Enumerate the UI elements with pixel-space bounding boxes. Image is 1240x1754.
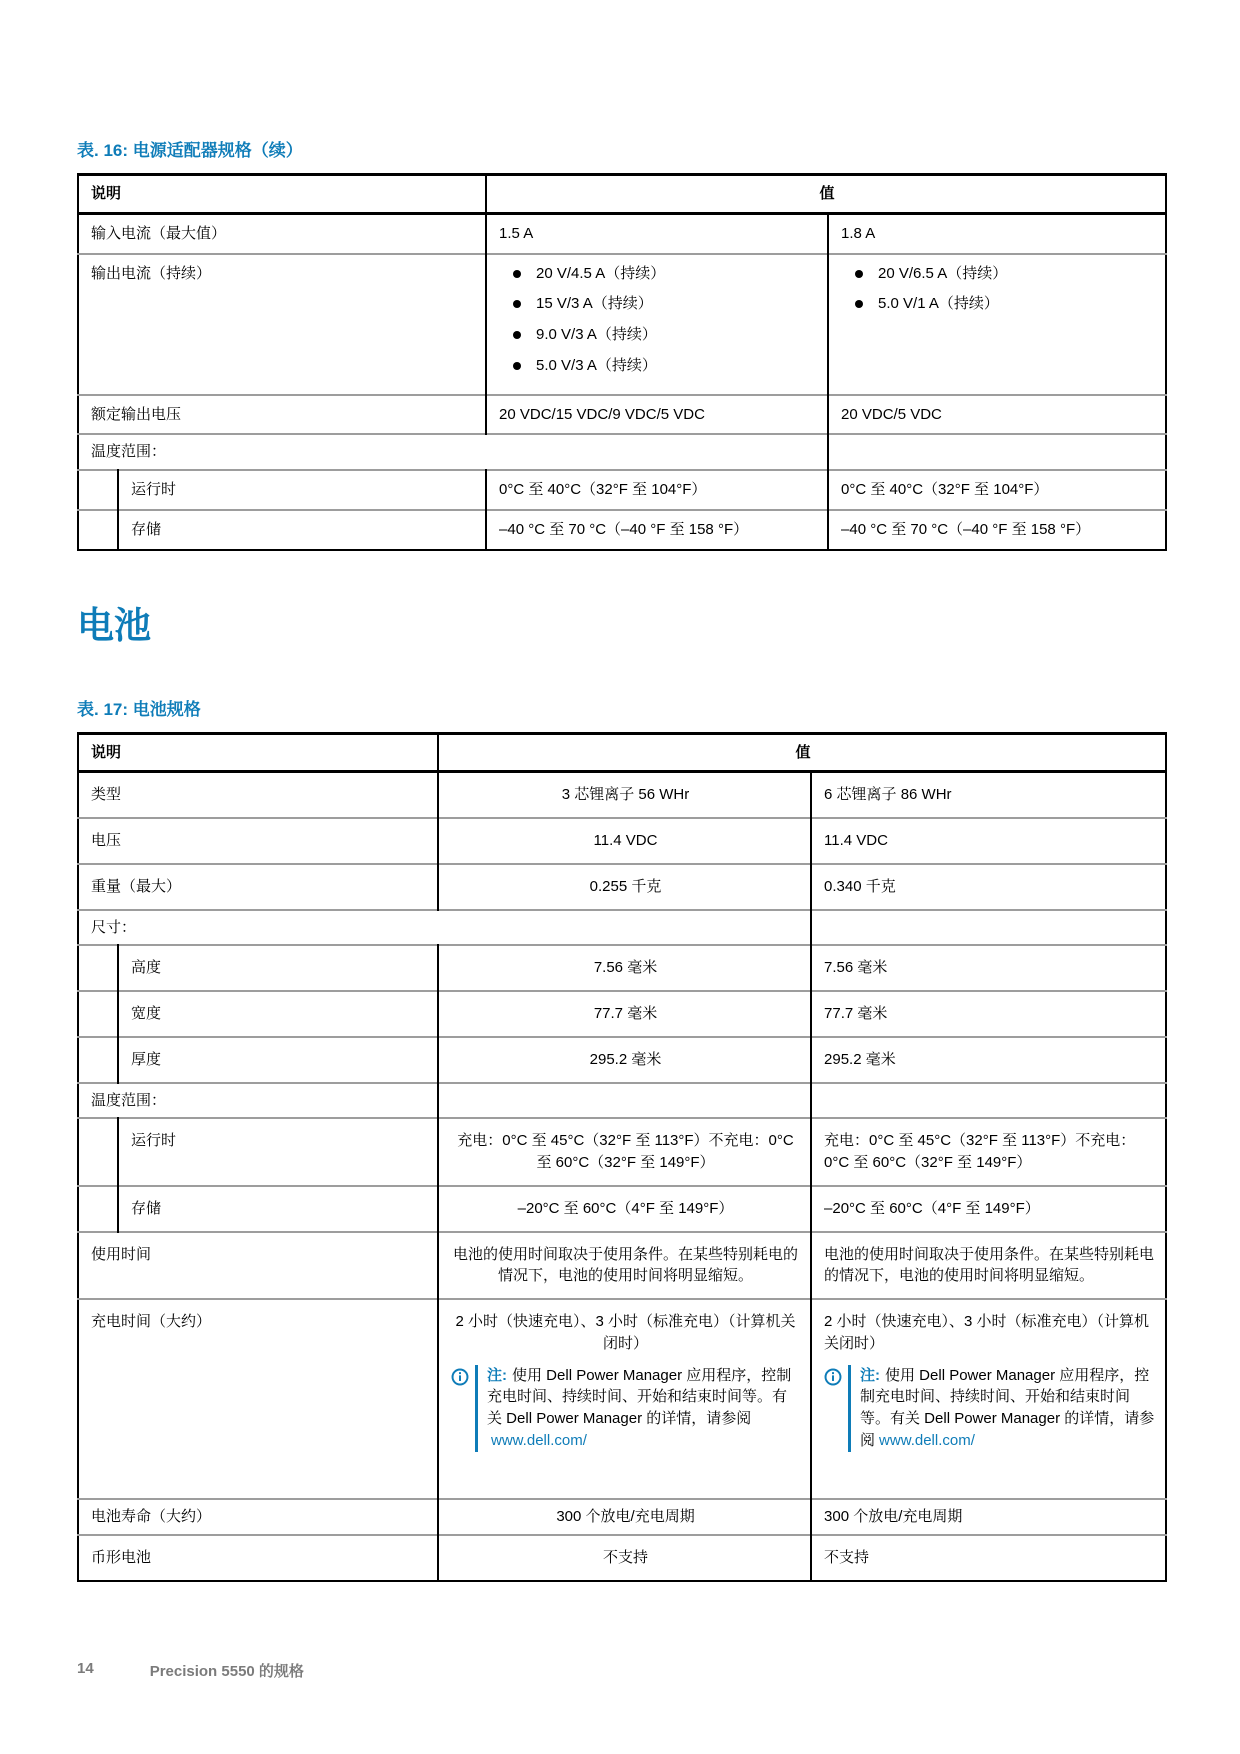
column-header-value: 值 (438, 733, 1166, 772)
value-cell: 0°C 至 40°C（32°F 至 104°F） (828, 470, 1166, 510)
table-row (78, 818, 1166, 864)
table-row (78, 434, 1166, 470)
value-cell: 充电：0°C 至 45°C（32°F 至 113°F）不充电：0°C 至 60°C（32°F 至 149°F） (438, 1118, 811, 1186)
bullet-text: 5.0 V/3 A（持续） (536, 356, 657, 374)
page-footer (77, 1660, 304, 1681)
bullet-text: 15 V/3 A（持续） (536, 295, 653, 313)
value-cell: 7.56 毫米 (811, 945, 1166, 991)
table-row (78, 254, 1166, 395)
value-cell: –40 °C 至 70 °C（–40 °F 至 158 °F） (828, 510, 1166, 550)
value-cell (811, 1083, 1166, 1119)
value-cell: –20°C 至 60°C（4°F 至 149°F） (811, 1186, 1166, 1232)
footer-title: Precision 5550 的规格 (149, 1663, 304, 1680)
bullet-item (511, 263, 817, 285)
table-16-caption: 表. 16: 电源适配器规格（续） (77, 141, 303, 160)
row-label: 输出电流（持续） (91, 264, 212, 282)
table-row (78, 991, 1166, 1037)
table-row (78, 864, 1166, 910)
row-label: 电池寿命（大约） (91, 1508, 212, 1525)
indent-cell (78, 470, 118, 510)
value-cell: 77.7 毫米 (811, 991, 1166, 1037)
note (824, 1365, 1155, 1452)
row-label: 充电时间（大约） (91, 1313, 212, 1330)
table-row (78, 1083, 1166, 1119)
row-label: 电压 (91, 832, 122, 849)
column-header-desc: 说明 (91, 743, 122, 761)
value-cell: 11.4 VDC (811, 818, 1166, 864)
indent-cell (78, 991, 118, 1037)
value-cell: 1.5 A (486, 213, 828, 253)
value-cell: 3 芯锂离子 56 WHr (438, 772, 811, 818)
table-row (78, 1499, 1166, 1535)
value-cell (828, 434, 1166, 470)
row-label: 存储 (131, 1199, 162, 1217)
bullet-dot (513, 331, 521, 339)
bullet-dot (513, 270, 521, 278)
bullet-text: 9.0 V/3 A（持续） (536, 326, 657, 343)
charge-time-text: 2 小时（快速充电）、3 小时（标准充电）（计算机关闭时） (455, 1313, 796, 1352)
value-cell: 1.8 A (828, 213, 1166, 253)
value-cell: 7.56 毫米 (438, 945, 811, 991)
table-row (78, 510, 1166, 550)
row-label: 额定输出电压 (91, 405, 182, 423)
row-label: 运行时 (131, 481, 177, 498)
bullet-text: 20 V/6.5 A（持续） (878, 264, 1008, 282)
value-cell: 0°C 至 40°C（32°F 至 104°F） (486, 470, 828, 510)
value-cell (811, 910, 1166, 946)
table-row (78, 213, 1166, 253)
note-body (475, 1365, 800, 1452)
bullet-list (499, 263, 817, 377)
note-label: 注: (487, 1366, 508, 1384)
note-text: 使用 Dell Power Manager 应用程序，控制充电时间、持续时间、开始和结束时间等。有关 Dell Power Manager 的详情，请参阅 (860, 1366, 1155, 1449)
table-row (78, 1186, 1166, 1232)
note (451, 1365, 800, 1452)
row-label: 重量（最大） (91, 877, 182, 895)
info-icon (451, 1368, 469, 1386)
table-row (78, 1535, 1166, 1581)
value-cell (486, 254, 828, 395)
row-label: 尺寸： (91, 918, 137, 936)
table-header-row (78, 733, 1166, 772)
value-cell: –20°C 至 60°C（4°F 至 149°F） (438, 1186, 811, 1232)
value-cell: 不支持 (811, 1535, 1166, 1581)
value-cell: 20 VDC/15 VDC/9 VDC/5 VDC (486, 395, 828, 435)
section-heading-battery: 电池 (77, 604, 151, 646)
dell-website-link[interactable]: www.dell.com/ (491, 1431, 587, 1449)
table-row (78, 395, 1166, 435)
value-cell: 295.2 毫米 (438, 1037, 811, 1083)
indent-cell (78, 1037, 118, 1083)
bullet-list (841, 263, 1155, 316)
value-cell: 0.255 千克 (438, 864, 811, 910)
indent-cell (78, 1186, 118, 1232)
value-cell: 充电：0°C 至 45°C（32°F 至 113°F）不充电：0°C 至 60°C（32°F 至 149°F） (811, 1118, 1166, 1186)
row-label: 高度 (131, 959, 162, 977)
note-text: 使用 Dell Power Manager 应用程序，控制充电时间、持续时间、开始和结束时间等。有关 Dell Power Manager 的详情，请参阅 (487, 1366, 792, 1427)
bullet-dot (855, 300, 863, 308)
value-cell: 11.4 VDC (438, 818, 811, 864)
table-row (78, 945, 1166, 991)
value-cell: 300 个放电/充电周期 (438, 1499, 811, 1535)
value-cell: 300 个放电/充电周期 (811, 1499, 1166, 1535)
column-header-value: 值 (486, 175, 1166, 214)
bullet-text: 20 V/4.5 A（持续） (536, 264, 666, 282)
value-cell: 77.7 毫米 (438, 991, 811, 1037)
bullet-item (511, 324, 817, 346)
bullet-item (853, 293, 1155, 315)
value-cell: 不支持 (438, 1535, 811, 1581)
value-cell: –40 °C 至 70 °C（–40 °F 至 158 °F） (486, 510, 828, 550)
row-label: 温度范围： (91, 443, 167, 461)
table-17-caption: 表. 17: 电池规格 (77, 699, 201, 719)
table-row (78, 470, 1166, 510)
value-cell (438, 1083, 811, 1119)
bullet-item (853, 263, 1155, 285)
table-row (78, 1299, 1166, 1499)
value-cell: 0.340 千克 (811, 864, 1166, 910)
row-label: 温度范围： (91, 1091, 167, 1109)
column-header-desc: 说明 (91, 185, 122, 202)
bullet-dot (513, 362, 521, 370)
bullet-item (511, 355, 817, 377)
value-cell: 电池的使用时间取决于使用条件。在某些特别耗电的情况下，电池的使用时间将明显缩短。 (438, 1232, 811, 1300)
value-cell: 6 芯锂离子 86 WHr (811, 772, 1166, 818)
table-row (78, 1118, 1166, 1186)
note-body (848, 1365, 1155, 1452)
bullet-text: 5.0 V/1 A（持续） (878, 295, 999, 313)
charge-time-text: 2 小时（快速充电）、3 小时（标准充电）（计算机关闭时） (824, 1313, 1150, 1352)
row-label: 存储 (131, 520, 162, 538)
dell-website-link[interactable]: www.dell.com/ (879, 1431, 975, 1449)
bullet-dot (513, 300, 521, 308)
row-label: 类型 (91, 786, 122, 804)
page-number: 14 (77, 1660, 94, 1677)
indent-cell (78, 510, 118, 550)
table-header-row (78, 175, 1166, 214)
battery-spec-table (77, 732, 1167, 1582)
row-label: 运行时 (131, 1132, 177, 1150)
table-row (78, 910, 1166, 946)
row-label: 使用时间 (91, 1245, 152, 1263)
value-cell (811, 1299, 1166, 1499)
value-cell (828, 254, 1166, 395)
indent-cell (78, 1118, 118, 1186)
row-label: 币形电池 (91, 1548, 152, 1566)
note-label: 注: (860, 1366, 881, 1384)
value-cell: 电池的使用时间取决于使用条件。在某些特别耗电的情况下，电池的使用时间将明显缩短。 (811, 1232, 1166, 1300)
power-adapter-spec-table (77, 173, 1167, 551)
info-icon (824, 1368, 842, 1386)
indent-cell (78, 945, 118, 991)
value-cell (438, 1299, 811, 1499)
row-label: 输入电流（最大值） (91, 224, 227, 242)
row-label: 宽度 (131, 1005, 162, 1022)
value-cell: 20 VDC/5 VDC (828, 395, 1166, 435)
row-label: 厚度 (131, 1050, 162, 1068)
table-row (78, 1232, 1166, 1300)
table-row (78, 1037, 1166, 1083)
table-row (78, 772, 1166, 818)
bullet-item (511, 293, 817, 315)
bullet-dot (855, 270, 863, 278)
value-cell: 295.2 毫米 (811, 1037, 1166, 1083)
